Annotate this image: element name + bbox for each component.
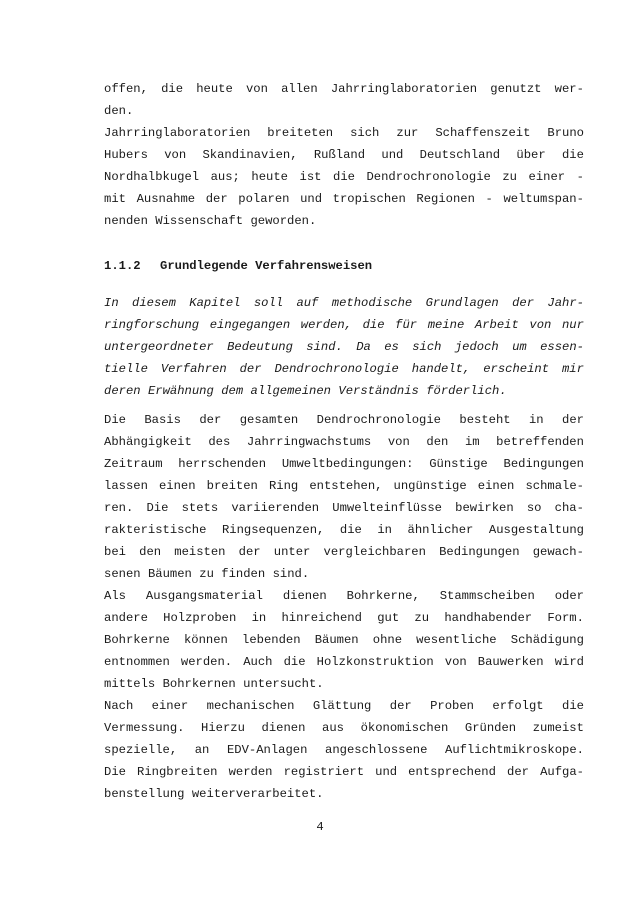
word: von	[164, 148, 187, 162]
word: Dendrochronologie	[274, 362, 399, 376]
word: ohne	[372, 633, 403, 647]
word: mit	[104, 192, 126, 206]
word: EDV-Anlagen	[226, 743, 308, 757]
word: Deutschland	[419, 148, 501, 162]
word: einer	[151, 699, 189, 713]
word: Regionen	[416, 192, 475, 206]
word: Kapitel	[189, 296, 241, 310]
word: Vermessung.	[104, 721, 185, 735]
text-line	[104, 520, 584, 540]
word: spezielle,	[104, 743, 178, 757]
word: Nach	[104, 699, 134, 713]
word: bewirken	[455, 501, 514, 515]
word: weiterverarbeitet.	[191, 787, 324, 801]
text-line	[104, 718, 584, 738]
text-line	[104, 123, 584, 143]
text-line	[104, 630, 584, 650]
word: sind.	[306, 340, 343, 354]
word: sich	[350, 126, 380, 140]
word: einen	[158, 479, 196, 493]
word: den	[426, 435, 449, 449]
word: Auch	[243, 655, 273, 669]
word: Da	[356, 340, 371, 354]
word: meine	[427, 318, 465, 332]
word: essen-	[540, 340, 584, 354]
word: erfolgt	[492, 699, 544, 713]
word: Ausnahme	[136, 192, 196, 206]
text-line	[104, 608, 584, 628]
text-line	[104, 101, 584, 121]
word: finden	[221, 567, 266, 581]
text-line	[104, 586, 584, 606]
text-line	[104, 359, 584, 379]
word: zu	[199, 567, 214, 581]
word: tropischen	[332, 192, 406, 206]
word: Bäumen	[147, 567, 192, 581]
word: Umwelteinflüsse	[332, 501, 442, 515]
word: schmale-	[525, 479, 584, 493]
word: Bedingungen	[503, 457, 584, 471]
word: in	[377, 523, 392, 537]
word: diesem	[132, 296, 176, 310]
word: Schädigung	[510, 633, 584, 647]
word: Aufga-	[540, 765, 584, 779]
word: Abhängigkeit	[104, 435, 192, 449]
text-line	[104, 315, 584, 335]
word: gut	[377, 611, 400, 625]
word: allgemeinen	[250, 384, 331, 398]
word: offen,	[104, 82, 148, 96]
word: aus	[322, 721, 344, 735]
word: aus;	[210, 170, 240, 184]
word: Günstige	[429, 457, 488, 471]
word: benstellung	[104, 787, 185, 801]
word: von	[529, 318, 552, 332]
word: und	[375, 765, 398, 779]
word: sich	[412, 340, 442, 354]
word: Proben	[430, 699, 474, 713]
word: Bohrkerne,	[346, 589, 420, 603]
word: geworden.	[250, 214, 317, 228]
word: werden.	[180, 655, 233, 669]
word: die	[562, 699, 584, 713]
word: die	[561, 148, 584, 162]
word: oder	[554, 589, 584, 603]
text-line	[104, 784, 584, 804]
word: dem	[221, 384, 244, 398]
text-line	[104, 498, 584, 518]
page-number: 4	[316, 820, 324, 834]
word: im	[464, 435, 480, 449]
word: entstehen,	[309, 479, 383, 493]
word: Form.	[547, 611, 584, 625]
word: Bruno	[547, 126, 584, 140]
text-line	[104, 337, 584, 357]
text-line	[104, 167, 584, 187]
word: die	[333, 170, 355, 184]
word: Skandinavien,	[202, 148, 298, 162]
word: und	[300, 192, 323, 206]
word: lassen	[104, 479, 148, 493]
word: gewach-	[532, 545, 584, 559]
word: entnommen	[104, 655, 170, 669]
word: Hubers	[104, 148, 148, 162]
word: untergeordneter	[104, 340, 214, 354]
word: Holzkonstruktion	[316, 655, 434, 669]
word: hinreichend	[281, 611, 362, 625]
word: in	[528, 413, 544, 427]
word: heute	[196, 82, 233, 96]
word: Bohrkernen	[162, 677, 236, 691]
word: zu	[502, 170, 517, 184]
word: Dendrochronologie	[316, 413, 441, 427]
word: gesamten	[239, 413, 299, 427]
text-line	[104, 79, 584, 99]
text-line	[104, 476, 584, 496]
word: ren.	[104, 501, 134, 515]
word: untersucht.	[243, 677, 324, 691]
word: soll	[253, 296, 284, 310]
word: heute	[251, 170, 288, 184]
word: cha-	[554, 501, 584, 515]
word: werden	[228, 765, 273, 779]
text-line	[104, 211, 584, 231]
word: auf	[296, 296, 319, 310]
word: Basis	[144, 413, 181, 427]
text-line	[104, 674, 584, 694]
word: breiteten	[267, 126, 334, 140]
word: nur	[561, 318, 584, 332]
word: Bohrkerne	[104, 633, 170, 647]
word: dienen	[261, 721, 306, 735]
word: ringforschung	[104, 318, 200, 332]
word: Ringsequenzen,	[221, 523, 325, 537]
word: Gründen	[464, 721, 517, 735]
word: in	[251, 611, 267, 625]
word: jedoch	[454, 340, 499, 354]
word: methodische	[331, 296, 413, 310]
word: registriert	[283, 765, 365, 779]
word: Bauwerken	[477, 655, 544, 669]
word: lebenden	[242, 633, 301, 647]
word: handelt,	[411, 362, 471, 376]
word: Arbeit	[474, 318, 519, 332]
word: Verständnis	[338, 384, 419, 398]
word: mechanischen	[206, 699, 295, 713]
text-line	[104, 381, 584, 401]
word: und	[381, 148, 404, 162]
word: Bedingungen	[439, 545, 520, 559]
word: In	[104, 296, 119, 310]
word: senen	[104, 567, 141, 581]
word: Als	[104, 589, 126, 603]
word: so	[526, 501, 542, 515]
text-line	[104, 189, 584, 209]
word: entsprechend	[408, 765, 496, 779]
section-title: Grundlegende Verfahrensweisen	[160, 259, 373, 273]
word: wesentliche	[416, 633, 497, 647]
word: die	[283, 655, 306, 669]
word: es	[384, 340, 399, 354]
word: Die	[146, 501, 169, 515]
word: einer	[528, 170, 566, 184]
word: förderlich.	[426, 384, 507, 398]
word: Dendrochronologie	[366, 170, 491, 184]
word: bei	[104, 545, 126, 559]
word: werden,	[300, 318, 352, 332]
word: nenden	[104, 214, 148, 228]
text-line	[104, 145, 584, 165]
word: von	[387, 435, 410, 449]
text-line	[104, 410, 584, 430]
word: Jahrringwachstums	[246, 435, 372, 449]
word: sind.	[272, 567, 310, 581]
word: einen	[477, 479, 515, 493]
word: Bedeutung	[227, 340, 293, 354]
word: Die	[104, 765, 126, 779]
word: meisten	[174, 545, 226, 559]
word: die	[161, 82, 184, 96]
word: den	[139, 545, 162, 559]
word: genutzt	[490, 82, 542, 96]
word: Wissenschaft	[155, 214, 244, 228]
word: herrschenden	[178, 457, 267, 471]
word: des	[208, 435, 231, 449]
word: erscheint	[483, 362, 550, 376]
word: deren	[104, 384, 141, 398]
text-line	[104, 652, 584, 672]
word: Umweltbedingungen:	[281, 457, 414, 471]
word: breiten	[206, 479, 258, 493]
text-line	[104, 740, 584, 760]
word: Ausgangsmaterial	[145, 589, 263, 603]
word: Hierzu	[201, 721, 245, 735]
word: um	[512, 340, 527, 354]
word: Zeitraum	[104, 457, 163, 471]
word: von	[444, 655, 467, 669]
word: Ringbreiten	[137, 765, 218, 779]
word: besteht	[459, 413, 511, 427]
word: ökonomischen	[360, 721, 449, 735]
word: die	[339, 523, 362, 537]
word: Grundlagen	[425, 296, 499, 310]
word: zur	[396, 126, 419, 140]
word: weltumspan-	[503, 192, 584, 206]
section-number: 1.1.2	[104, 259, 141, 273]
word: andere	[104, 611, 148, 625]
word: eingegangen	[209, 318, 291, 332]
word: tielle	[104, 362, 148, 376]
word: der	[507, 765, 529, 779]
word: betreffenden	[496, 435, 584, 449]
text-line	[104, 432, 584, 452]
word: Jahr-	[547, 296, 584, 310]
word: für	[395, 318, 418, 332]
word: Verfahren	[160, 362, 227, 376]
word: stets	[181, 501, 219, 515]
text-line	[104, 293, 584, 313]
word: vergleichbaren	[323, 545, 426, 559]
word: der	[389, 699, 412, 713]
word: von	[245, 82, 268, 96]
word: wer-	[554, 82, 584, 96]
word: Holzproben	[163, 611, 237, 625]
word: den.	[104, 104, 134, 118]
word: Ring	[268, 479, 299, 493]
word: zu	[414, 611, 430, 625]
word: angeschlossene	[325, 743, 428, 757]
word: wird	[554, 655, 584, 669]
word: Bäumen	[314, 633, 359, 647]
word: allen	[281, 82, 318, 96]
word: dienen	[282, 589, 327, 603]
word: -	[485, 192, 493, 206]
word: polaren	[238, 192, 290, 206]
text-line	[104, 564, 584, 584]
word: können	[183, 633, 228, 647]
text-line	[104, 542, 584, 562]
word: Jahrringlaboratorien	[104, 126, 251, 140]
section-heading	[104, 256, 372, 276]
word: -	[576, 170, 584, 184]
word: rakteristische	[104, 523, 207, 537]
word: ähnlicher	[407, 523, 474, 537]
word: der	[512, 296, 535, 310]
word: mittels	[104, 677, 156, 691]
word: Glättung	[312, 699, 372, 713]
word: über	[516, 148, 546, 162]
text-line	[104, 762, 584, 782]
word: unter	[273, 545, 311, 559]
word: mir	[561, 362, 584, 376]
word: ist	[299, 170, 322, 184]
word: Erwähnung	[147, 384, 214, 398]
word: ungünstige	[393, 479, 467, 493]
word: zumeist	[532, 721, 584, 735]
word: der	[205, 192, 228, 206]
word: Auflichtmikroskope.	[445, 743, 584, 757]
word: Nordhalbkugel	[104, 170, 200, 184]
word: Schaffenszeit	[435, 126, 531, 140]
word: der	[238, 545, 261, 559]
text-line	[104, 696, 584, 716]
word: Rußland	[313, 148, 366, 162]
word: Stammscheiben	[439, 589, 535, 603]
word: Jahrringlaboratorien	[330, 82, 478, 96]
word: die	[362, 318, 385, 332]
word: der	[239, 362, 262, 376]
word: Ausgestaltung	[488, 523, 584, 537]
word: Die	[104, 413, 126, 427]
word: an	[194, 743, 210, 757]
word: der	[199, 413, 222, 427]
word: handhabender	[444, 611, 533, 625]
text-line	[104, 454, 584, 474]
word: variierenden	[231, 501, 320, 515]
word: der	[562, 413, 584, 427]
